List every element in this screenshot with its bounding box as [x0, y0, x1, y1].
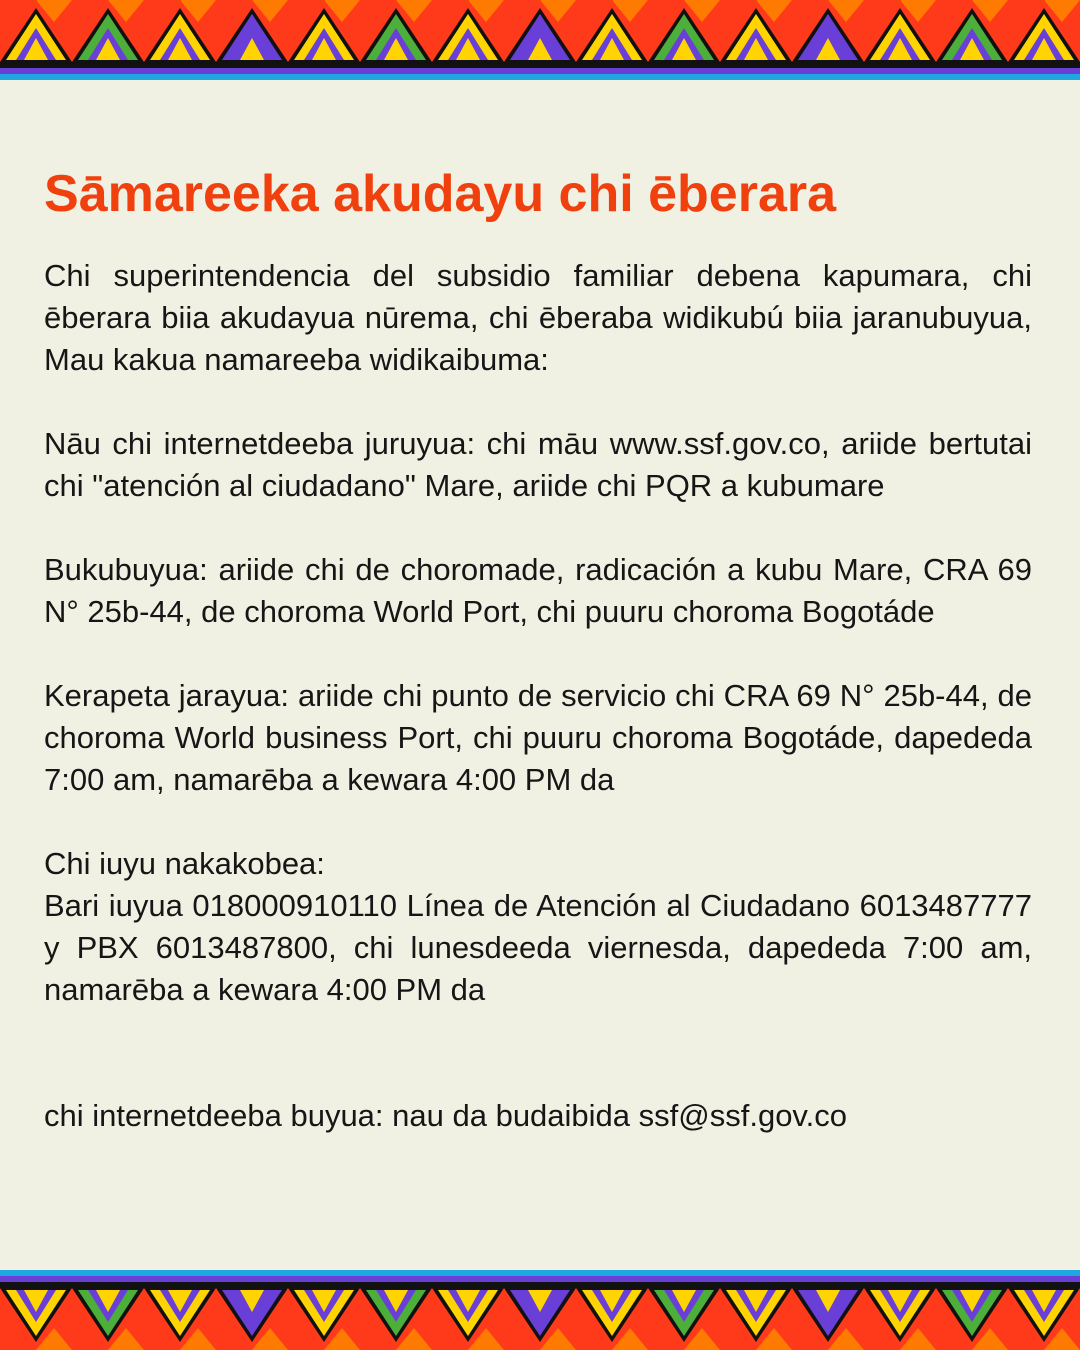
service-point-paragraph: Kerapeta jarayua: ariide chi punto de servicio chi CRA 69 N° 25b-44, de choroma World business Port, chi puuru choroma Bogotáde, dapededa 7:00 am, namarēba a kewara 4:00 PM da	[44, 678, 1032, 797]
email-paragraph: chi internetdeeba buyua: nau da budaibida ssf@ssf.gov.co	[44, 1098, 847, 1133]
decorative-border-bottom	[0, 1270, 1080, 1350]
intro-paragraph: Chi superintendencia del subsidio familiar debena kapumara, chi ēberara biia akudayua nūrema, chi ēberaba widikubú biia jaranubuyua, Mau kakua namareeba widikaibuma:	[44, 258, 1032, 377]
phone-heading: Chi iuyu nakakobea:	[44, 846, 325, 881]
internet-paragraph: Nāu chi internetdeeba juruyua: chi māu www.ssf.gov.co, ariide bertutai chi "atención al ciudadano" Mare, ariide chi PQR a kubumare	[44, 426, 1032, 503]
phone-paragraph: Bari iuyua 018000910110 Línea de Atención al Ciudadano 6013487777 y PBX 6013487800, chi lunesdeeda viernesda, dapededa 7:00 am, namarēba a kewara 4:00 PM da	[44, 888, 1032, 1007]
page-title: Sāmareeka akudayu chi ēberara	[44, 165, 837, 223]
decorative-border-top	[0, 0, 1080, 80]
address-paragraph: Bukubuyua: ariide chi de choromade, radicación a kubu Mare, CRA 69 N° 25b-44, de choroma World Port, chi puuru choroma Bogotáde	[44, 552, 1032, 629]
info-card	[44, 163, 1032, 1137]
